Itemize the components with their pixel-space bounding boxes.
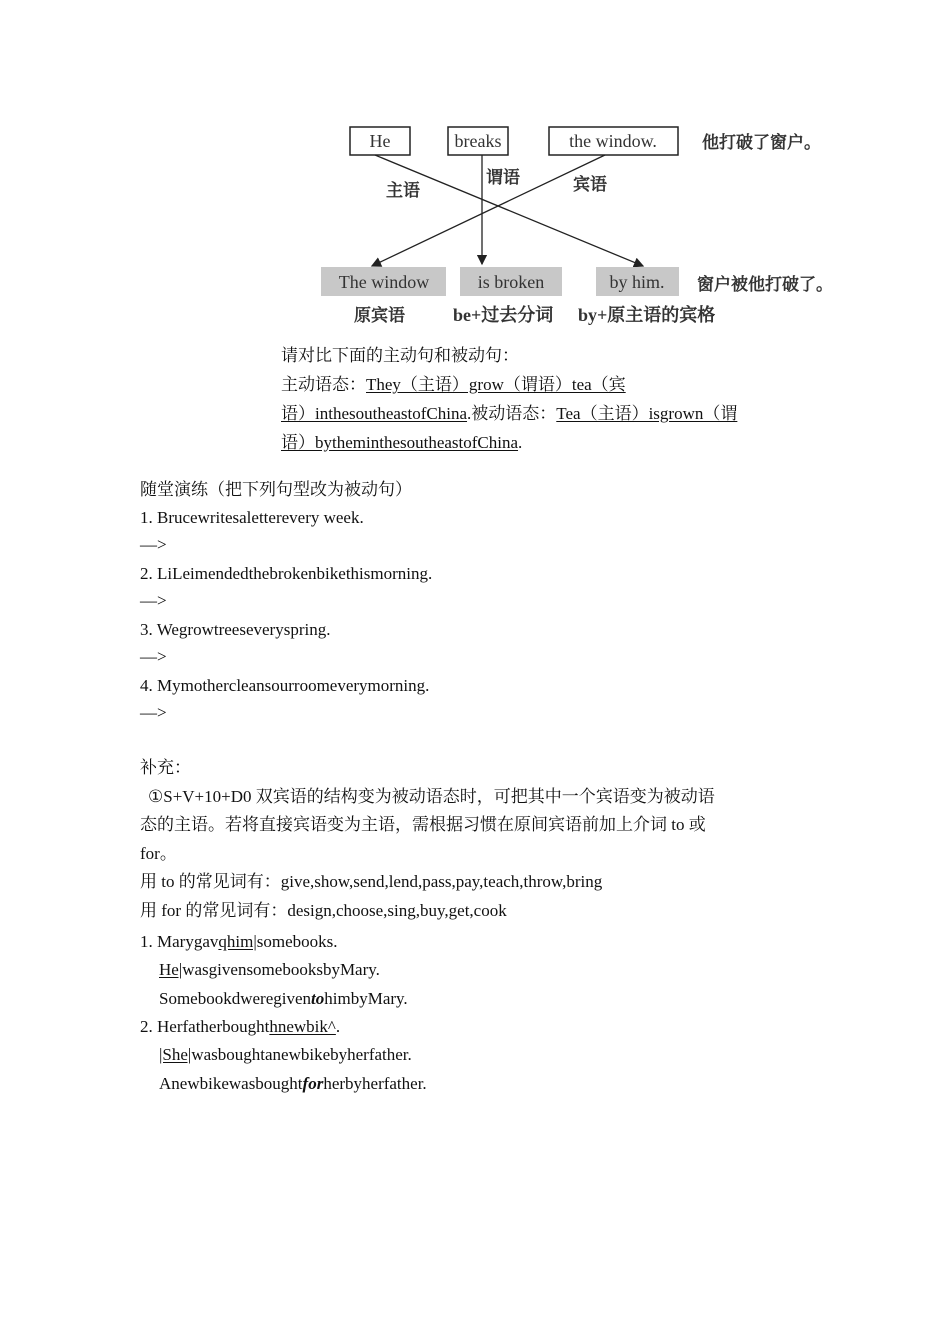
practice-item-1: 1. Brucewritesaletterevery week. <box>140 508 364 527</box>
supplement-para-line-1: ①S+V+10+D0 双宾语的结构变为被动语态时，可把其中一个宾语变为被动语 <box>148 787 715 806</box>
compare-line-3 <box>281 433 522 453</box>
example-1-passive-b-start: Somebookdweregiven <box>159 989 312 1008</box>
example-2-active <box>140 1017 340 1037</box>
bottom-sentence-cn: 窗户被他打破了。 <box>697 275 833 295</box>
example-1-preposition-to: to <box>311 989 325 1008</box>
for-verbs-list: 用 for 的常见词有：design,choose,sing,buy,get,cook <box>140 901 507 920</box>
example-1-active-end: somebooks. <box>256 932 338 951</box>
example-2-passive-b-end: herbyherfather. <box>323 1074 427 1093</box>
example-2-passive-a <box>159 1045 412 1065</box>
practice-heading: 随堂演练（把下列句型改为被动句） <box>140 480 412 499</box>
box-by-him-text: by him. <box>609 272 665 292</box>
example-2-passive-b-start: Anewbikewasbought <box>159 1074 303 1093</box>
supplement-para-line-2: 态的主语。若将直接宾语变为主语，需根据习惯在原间宾语前加上介词 to 或 <box>140 815 706 834</box>
practice-answer-arrow-3: —> <box>140 647 167 666</box>
supplement-heading: 补充： <box>140 758 191 777</box>
example-1-passive-b-end: himbyMary. <box>324 989 408 1008</box>
practice-answer-arrow-1: —> <box>140 535 167 554</box>
example-2-preposition-for: for <box>302 1074 324 1093</box>
example-1-active-start: 1. Marygav <box>140 932 219 951</box>
practice-item-4: 4. Mymothercleansourroomeverymorning. <box>140 676 430 695</box>
example-1-passive-a-rest: wasgivensomebooksbyMary. <box>182 960 380 979</box>
example-1-indirect-object: qhim| <box>218 932 257 951</box>
compare-line-2 <box>281 404 737 424</box>
label-by-object-case: by+原主语的宾格 <box>578 305 716 325</box>
example-1-passive-b <box>159 989 408 1009</box>
passive-voice-label: .被动语态： <box>467 404 557 423</box>
active-voice-sentence: They（主语）grow（谓语）tea（宾 <box>366 375 626 394</box>
label-be-past-participle: be+过去分词 <box>453 305 554 325</box>
label-object: 宾语 <box>573 175 607 195</box>
label-predicate: 谓语 <box>486 168 520 188</box>
practice-answer-arrow-2: —> <box>140 591 167 610</box>
label-original-object: 原宾语 <box>354 306 405 326</box>
example-2-active-end: . <box>335 1017 341 1036</box>
compare-line-1 <box>281 375 626 395</box>
example-1-passive-subject: He| <box>159 960 183 979</box>
supplement-para-line-3: for。 <box>140 844 177 863</box>
box-is-broken-text: is broken <box>477 272 545 292</box>
top-sentence-cn: 他打破了窗户。 <box>702 133 821 153</box>
passive-voice-sentence-cont: 语）bytheminthesoutheastofChina <box>281 433 519 452</box>
period: . <box>518 433 523 452</box>
example-2-passive-subject: |She| <box>159 1045 192 1064</box>
passive-voice-diagram <box>0 0 950 340</box>
active-voice-label: 主动语态： <box>281 375 366 394</box>
example-1-active <box>140 932 337 952</box>
passive-voice-sentence: Tea（主语）isgrown（谓 <box>556 404 738 423</box>
compare-heading: 请对比下面的主动句和被动句： <box>281 346 519 365</box>
example-2-direct-object: hnewbik^ <box>269 1017 336 1036</box>
example-2-passive-a-rest: wasboughtanewbikebyherfather. <box>191 1045 412 1064</box>
to-verbs-list: 用 to 的常见词有：give,show,send,lend,pass,pay,teach,throw,bring <box>140 872 603 891</box>
practice-item-2: 2. LiLeimendedthebrokenbikethismorning. <box>140 564 433 583</box>
practice-item-3: 3. Wegrowtreeseveryspring. <box>140 620 331 639</box>
box-he-text: He <box>369 131 391 151</box>
box-breaks-text: breaks <box>454 131 502 151</box>
active-voice-sentence-cont: 语）inthesoutheastofChina <box>281 404 468 423</box>
label-subject: 主语 <box>386 181 420 201</box>
example-1-passive-a <box>159 960 380 980</box>
box-the-window-passive-text: The window <box>338 272 430 292</box>
box-the-window-text: the window. <box>569 131 657 151</box>
example-2-active-start: 2. Herfatherbought <box>140 1017 270 1036</box>
practice-answer-arrow-4: —> <box>140 703 167 722</box>
example-2-passive-b <box>159 1074 427 1094</box>
